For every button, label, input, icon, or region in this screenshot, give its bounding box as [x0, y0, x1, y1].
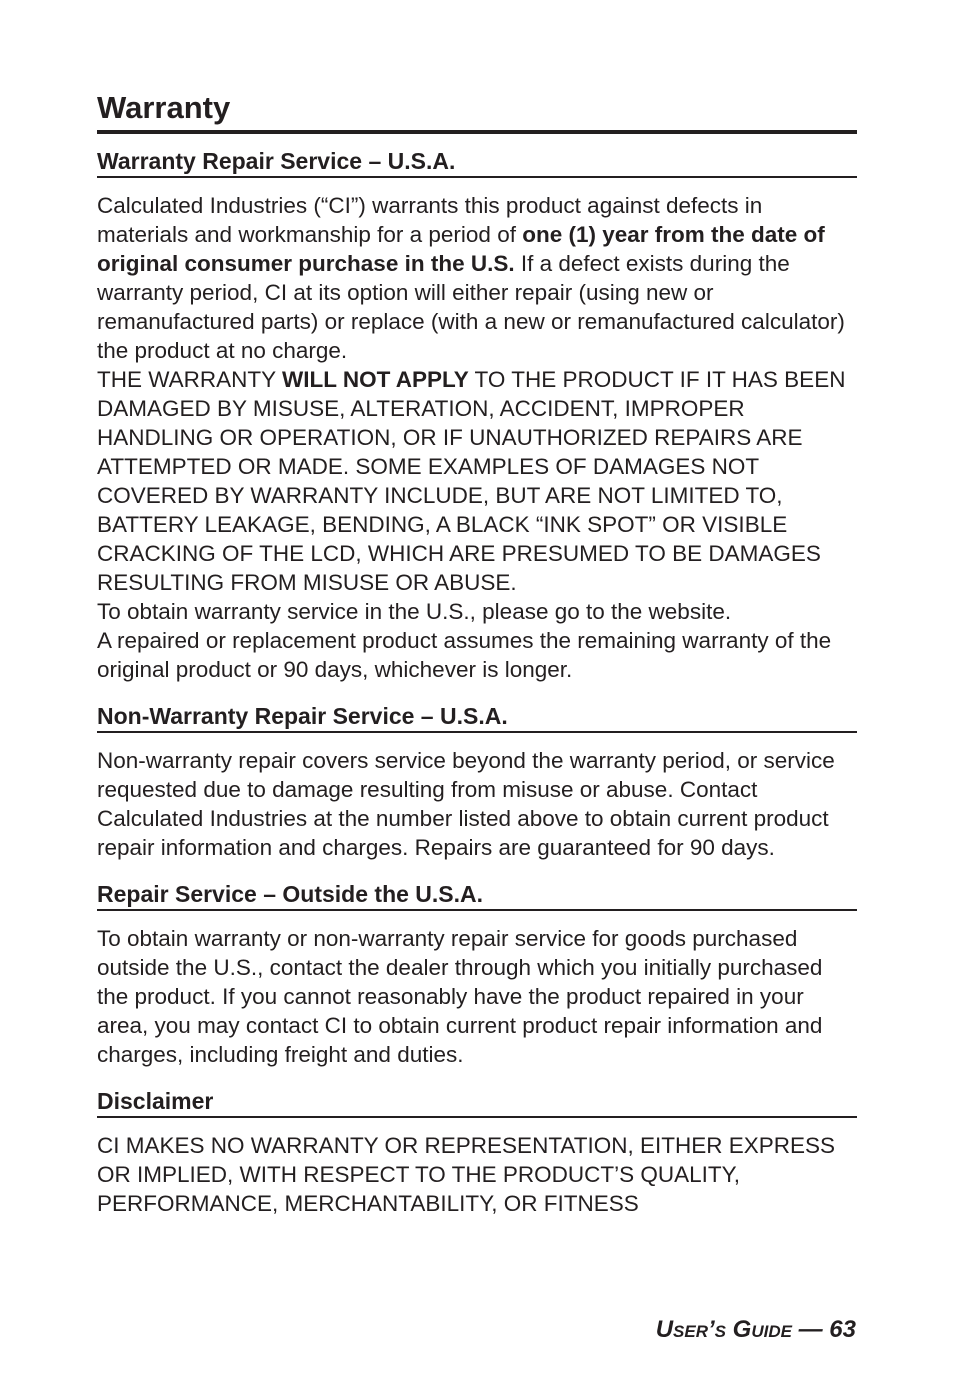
- section-body-warranty-usa: [97, 191, 857, 684]
- bold-text: WILL NOT APPLY: [282, 367, 469, 392]
- section-heading-outside-usa: Repair Service – Outside the U.S.A.: [97, 879, 857, 911]
- paragraph: CI MAKES NO WARRANTY OR REPRESENTATION, EITHER EXPRESS OR IMPLIED, WITH RESPECT TO THE PRODUCT’S QUALITY, PERFORMANCE, MERCHANTABILITY, OR FITNESS: [97, 1133, 836, 1216]
- section-body-non-warranty-usa: [97, 746, 857, 862]
- page-content: [97, 88, 857, 1218]
- paragraph: [97, 191, 857, 365]
- section-heading-disclaimer: Disclaimer: [97, 1086, 857, 1118]
- paragraph: To obtain warranty service in the U.S., please go to the website.: [97, 599, 732, 624]
- section-body-outside-usa: [97, 924, 857, 1069]
- paragraph: [97, 365, 857, 597]
- text-run: Calculated Industries (“CI”) warrants this product against defects in materials and workmanship for a period of: [97, 193, 763, 247]
- page-title: Warranty: [97, 88, 857, 134]
- page-footer: [656, 1314, 856, 1346]
- footer-separator: —: [791, 1316, 830, 1343]
- section-body-disclaimer: [97, 1131, 857, 1218]
- paragraph: A repaired or replacement product assumes the remaining warranty of the original product or 90 days, whichever is longer.: [97, 628, 832, 682]
- footer-label: User’s Guide: [655, 1316, 792, 1343]
- bold-text: one (1) year from the date of original consumer purchase in the U.S.: [97, 222, 825, 276]
- section-heading-non-warranty-usa: Non-Warranty Repair Service – U.S.A.: [97, 701, 857, 733]
- text-run: TO THE PRODUCT IF IT HAS BEEN DAMAGED BY MISUSE, ALTERATION, ACCIDENT, IMPROPER HANDLING OR OPERATION, OR IF UNAUTHORIZED REPAIRS ARE ATTEMPTED OR MADE. SOME EXAMPLES OF DAMAGES NOT COVERED BY WARRANTY INCLUDE, BUT ARE NOT LIMITED TO, BATTERY LEAKAGE, BENDING, A BLACK “INK SPOT” OR VISIBLE CRACKING OF THE LCD, WHICH ARE PRESUMED TO BE DAMAGES RESULTING FROM MISUSE OR ABUSE.: [97, 367, 846, 595]
- text-run: THE WARRANTY: [97, 367, 283, 392]
- page-number: 63: [829, 1316, 856, 1343]
- paragraph: To obtain warranty or non-warranty repair service for goods purchased outside the U.S., contact the dealer through which you initially purchased the product. If you cannot reasonably have the product repaired in your area, you may contact CI to obtain current product repair information and charges, including freight and duties.: [97, 926, 823, 1067]
- section-heading-warranty-usa: Warranty Repair Service – U.S.A.: [97, 146, 857, 178]
- paragraph: Non-warranty repair covers service beyond the warranty period, or service requested due to damage resulting from misuse or abuse. Contact Calculated Industries at the number listed above to obtain current product repair information and charges. Repairs are guaranteed for 90 days.: [97, 748, 835, 860]
- text-run: If a defect exists during the warranty period, CI at its option will either repair (using new or remanufactured parts) or replace (with a new or remanufactured calculator) the product at no charge.: [97, 251, 845, 363]
